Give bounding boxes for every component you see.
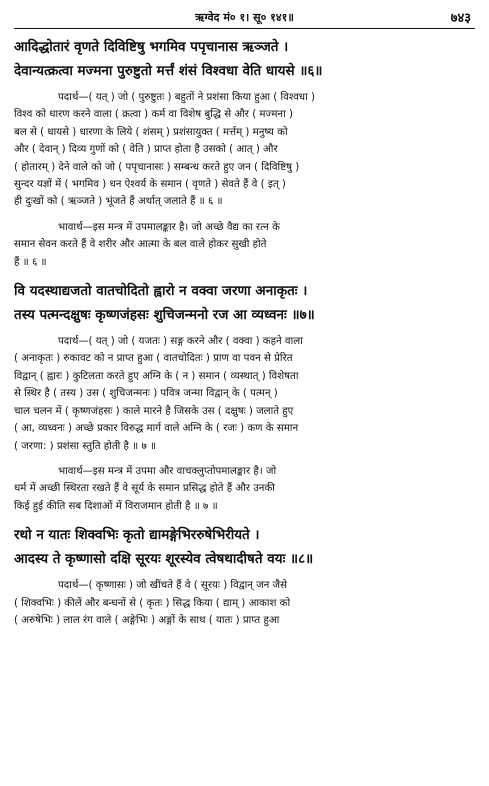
padarth-line: पदार्थ—( यत् ) जो ( यजतः ) सङ्ग करने और ( वक्वा ) कहने वाला xyxy=(58,336,303,348)
bhavarth-line: समान सेवन करते हैं वे शरीर और आत्मा के बल वाले होकर सुखी होते xyxy=(14,239,267,251)
bhavarth-7 xyxy=(14,463,475,515)
padarth-line: ( अरुषेभिः ) लाल रंग वाले ( अङ्गेभिः ) अङ्गों के साथ ( यातः ) प्राप्त हुआ xyxy=(14,614,280,626)
padarth-line: ( जरणा: ) प्रशंसा स्तुति होती है ॥ ७ ॥ xyxy=(14,440,157,452)
page-header xyxy=(14,6,475,28)
padarth-line: ( आ, व्यध्वनः ) अच्छे प्रकार विरुद्ध मार्ग वाले अग्नि के ( रजः ) कण के समान xyxy=(14,423,299,435)
verse-line: देवान्यत्क्रत्वा मज्मना पुरुष्टुतो मर्त्तं शंसं विश्वधा वेति धायसे ॥६॥ xyxy=(14,63,323,79)
padarth-line: सुन्दर यज्ञों में ( भगमिव ) धन ऐश्वर्य के समान ( वृणते ) सेवते हैं वे ( इत् ) xyxy=(14,179,286,191)
padarth-line: ( शिक्वभिः ) कीलें और बन्धनों से ( कृतः ) सिद्ध किया ( द्याम् ) आकाश को xyxy=(14,597,291,609)
page-number: ७४३ xyxy=(450,11,471,26)
bhavarth-line: हैं ॥ ६ ॥ xyxy=(14,256,47,268)
padarth-8 xyxy=(14,577,475,629)
bhavarth-line: धर्म में अच्छी स्थिरता रखते हैं वे सूर्य के समान प्रसिद्ध होते हैं और उनकी xyxy=(14,483,275,495)
padarth-line: चाल चलन में ( कृष्णजंहसः ) काले मारने है जिसके उस ( दक्षुषः ) जलाते हुए xyxy=(14,405,294,417)
padarth-line: पदार्थ—( कृष्णासः ) जो खींचते हैं वे ( सूरयः ) विद्वान् जन जैसे xyxy=(58,580,287,592)
bhavarth-line: किई हुई कीति सब दिशाओं में विराजमान होती है ॥ ७ ॥ xyxy=(14,500,218,512)
verse-line: आदिद्धोतारं वृणते दिविष्टिषु भगमिव पपृचानास ऋञ्जते । xyxy=(14,39,289,55)
verse-line: रथो न यातः शिक्वभिः कृतो द्यामङ्गेभिररुषेभिरीयते । xyxy=(14,527,260,544)
verse-6 xyxy=(14,35,475,83)
padarth-line: ( होतारम् ) देने वाले को जो ( पपृचानासः ) सम्बन्ध करते हुए जन ( दिविष्टिषु ) xyxy=(14,161,300,173)
padarth-line: पदार्थ—( यत् ) जो ( पुरुष्टुतः ) बहुतों ने प्रशंसा किया हुआ ( विश्वधा ) xyxy=(58,92,315,103)
bhavarth-6 xyxy=(14,219,475,271)
padarth-7 xyxy=(14,333,475,455)
padarth-line: से स्थिर है ( तस्य ) उस ( शुचिजन्मनः ) पवित्र जन्मा विद्वान् के ( पत्मन् ) xyxy=(14,388,278,400)
running-title: ऋग्वेद मं० १। सू० १४१॥ xyxy=(195,11,294,24)
padarth-line: ही दुःखों को ( ऋञ्जते ) भूंजते हैं अर्थात् जलाते हैं ॥ ६ ॥ xyxy=(14,196,223,208)
verse-line: वि यदस्थाद्यजतो वातचोदितो ह्वारो न वक्वा जरणा अनाकृतः । xyxy=(14,283,308,300)
verse-7 xyxy=(14,279,475,327)
padarth-line: विश्व को धारण करने वाला ( क्रत्वा ) कर्म वा विशेष बुद्धि से और ( मज्मना ) xyxy=(14,109,293,121)
verse-line: आदस्य ते कृष्णासो दक्षि सूरयः शूरस्येव त्वेषथादीषते वयः ॥८॥ xyxy=(14,551,314,568)
bhavarth-line: भावार्थ—इस मन्त्र में उपमालङ्कार है। जो अच्छे वैद्य का रत्न के xyxy=(58,221,280,233)
verse-line: तस्य पत्मन्दक्षुषः कृष्णजंहसः शुचिजन्मनो रज आ व्यध्वनः ॥७॥ xyxy=(14,307,315,324)
padarth-line: और ( देवान् ) दिव्य गुणों को ( वेति ) प्राप्त होता है उसको ( आत् ) और xyxy=(14,144,278,156)
padarth-6 xyxy=(14,89,475,211)
padarth-line: बल से ( धायसे ) धारणा के लिये ( शंसम् ) प्रशंसायुक्त ( मर्त्तम् ) मनुष्य को xyxy=(14,126,288,138)
bhavarth-line: भावार्थ—इस मन्त्र में उपमा और वाचक्लुप्तोपमालङ्कार है। जो xyxy=(58,465,277,477)
padarth-line: ( अनाकृतः ) रुकावट को न प्राप्त हुआ ( वातचोदितः ) प्राण वा पवन से प्रेरित xyxy=(14,353,293,365)
header-rule xyxy=(14,28,475,29)
padarth-line: विद्वान् ( ह्वारः ) कुटिलता करते हुए अग्नि के ( न ) समान ( व्यस्थात् ) विशेषता xyxy=(14,370,299,382)
verse-8 xyxy=(14,523,475,571)
